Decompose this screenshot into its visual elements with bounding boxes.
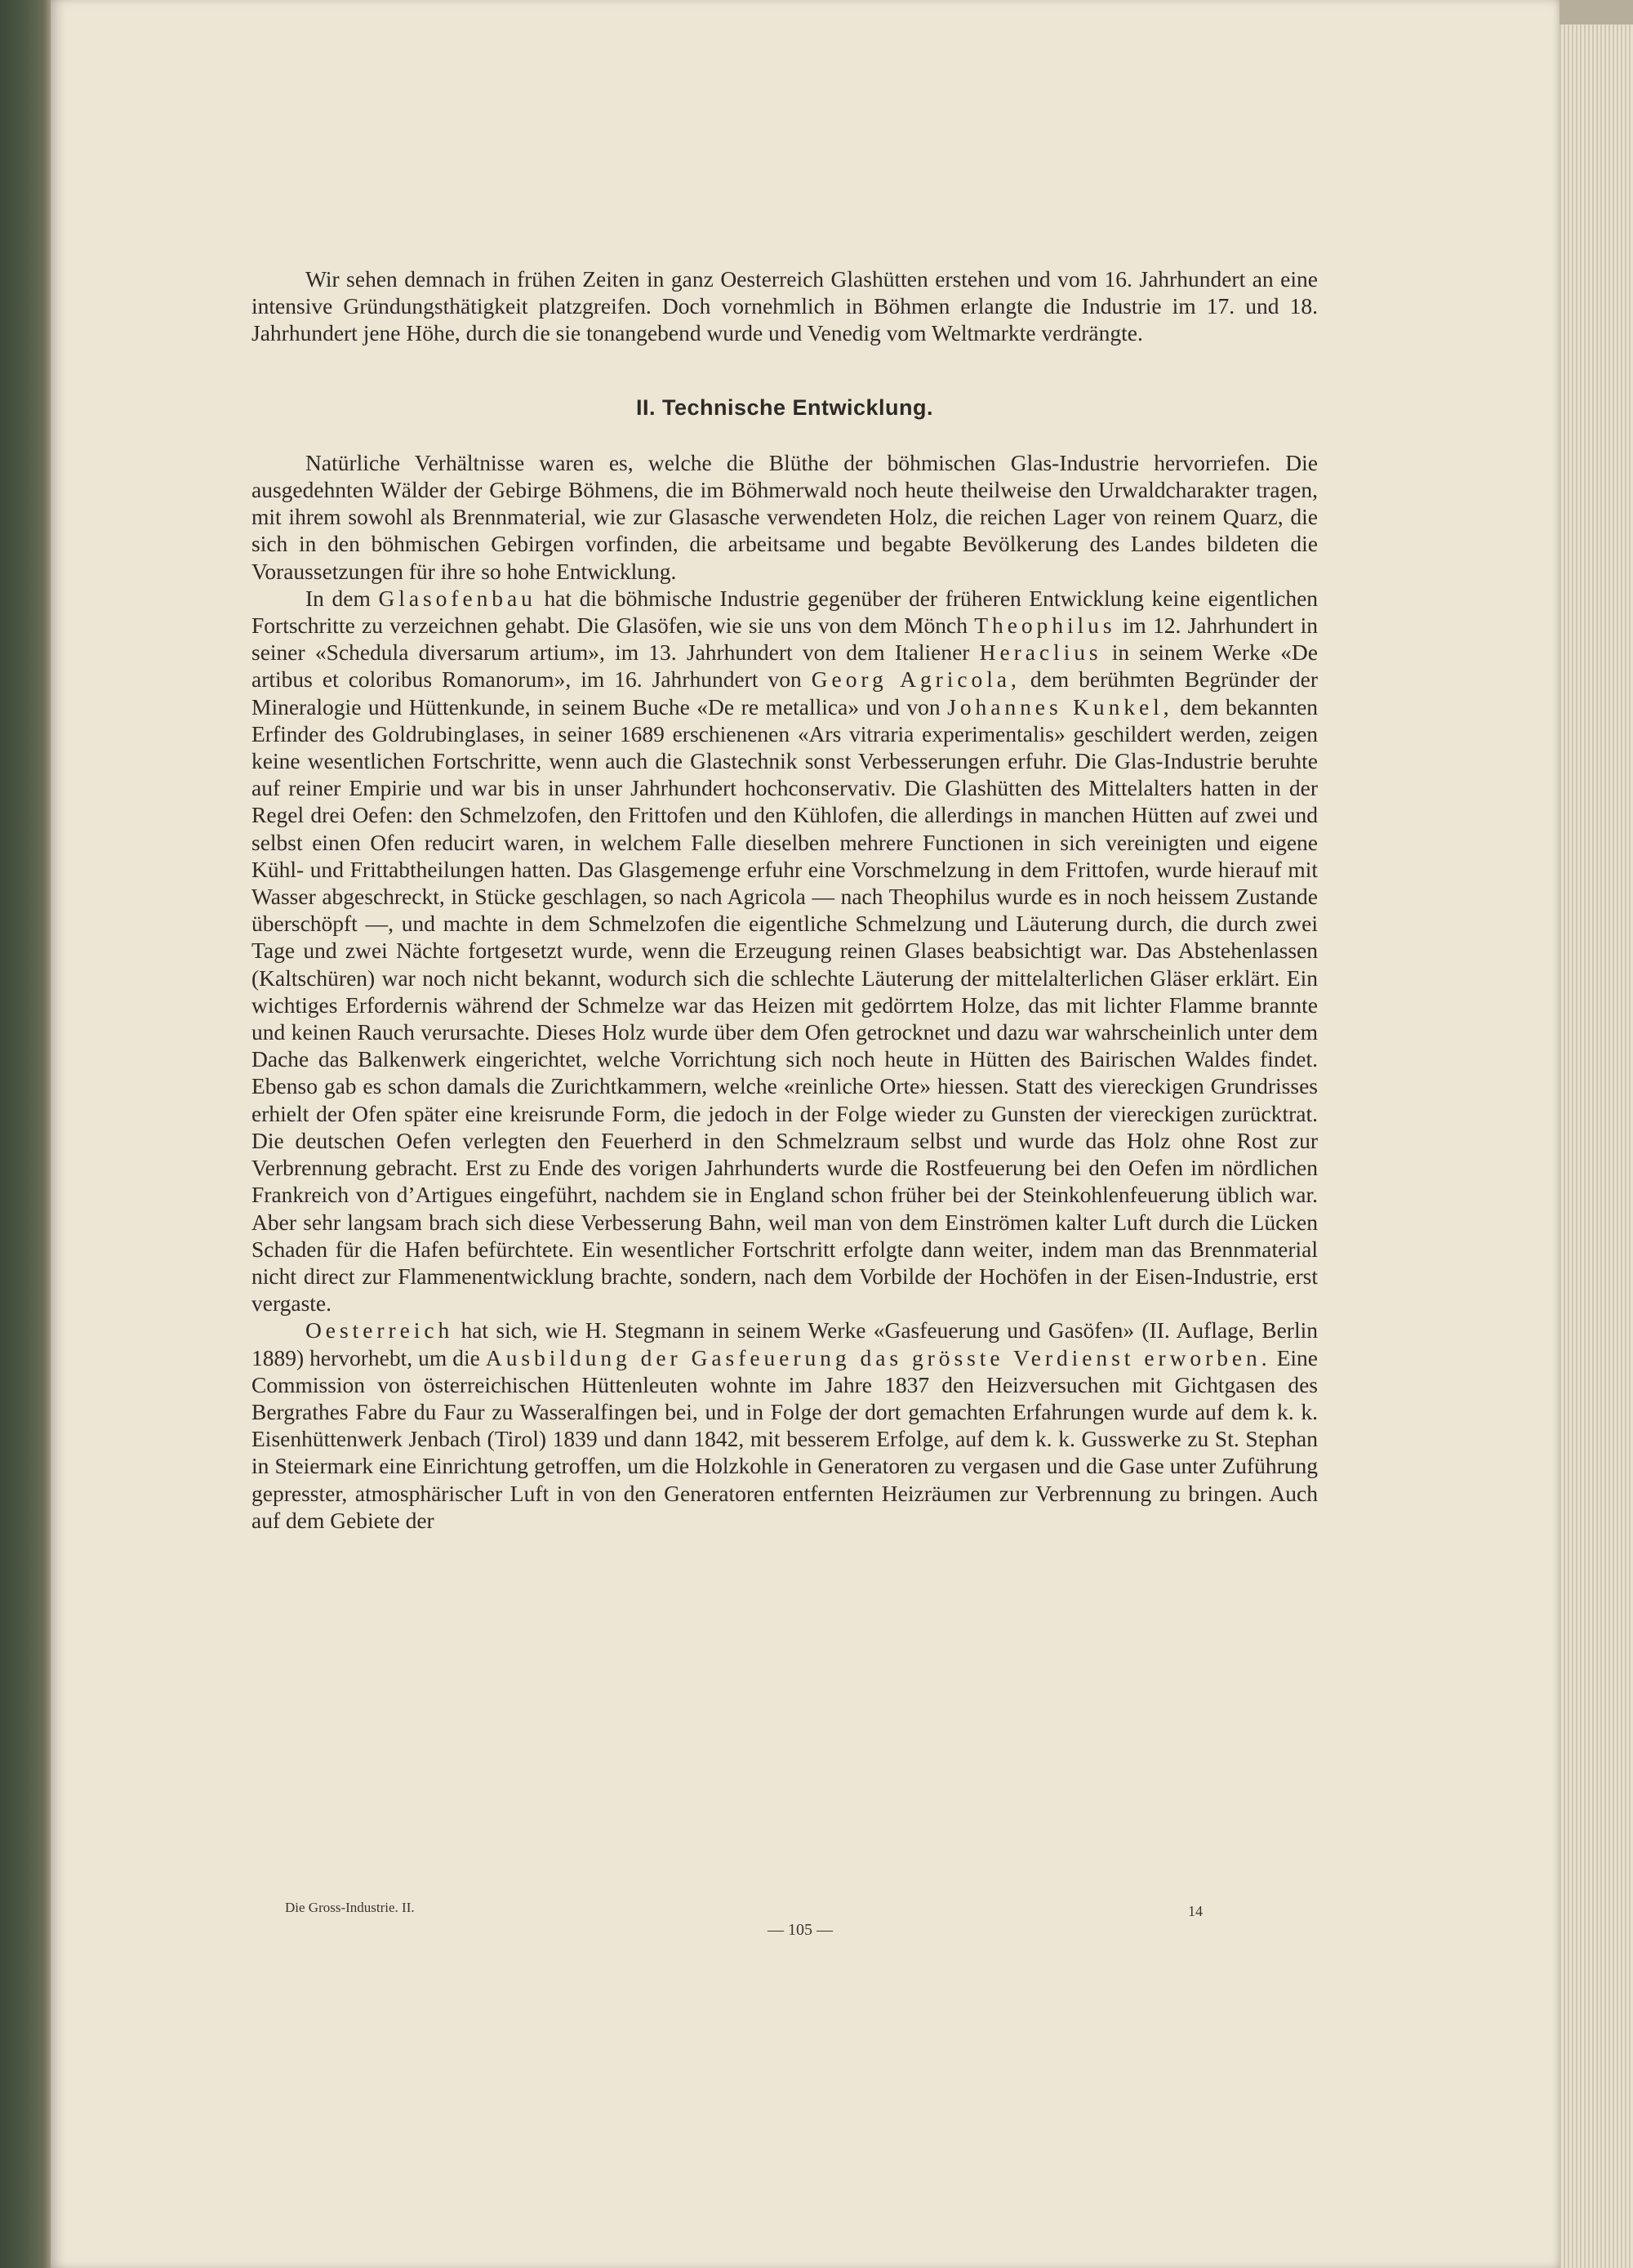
section-heading: II. Technische Entwicklung. [635,394,934,420]
page-number: — 105 — [768,1921,833,1939]
paragraph-intro: Wir sehen demnach in frühen Zeiten in ganz Oesterreich Glashütten erstehen und vom 16. Jahrhundert an eine intensive Gründungsthätigkeit platzgreifen. Doch vornehmlich in Böhmen erlangte die Industrie im 17. und 18. Jahrhundert jene Höhe, durch die sie tonangebend wurde und Venedig vom Weltmarkte verdrängte. [251,266,1318,346]
paragraph-furnace-construction: In dem Glasofenbau hat die böhmische Industrie gegenüber der früheren Entwicklung keine eigentlichen Fortschritte zu verzeichnen gehabt. Die Glasöfen, wie sie uns von dem Mönch Theophilus im 12. Jahrhundert in seiner «Schedula diversarum artium», im 13. Jahrhundert von dem Italiener Heraclius in seinem Werke «De artibus et coloribus Romanorum», im 16. Jahrhundert von Georg Agricola, dem berühmten Begründer der Mineralogie und Hüttenkunde, in seinem Buche «De re metallica» und von Johannes Kunkel, dem bekannten Erfinder des Goldrubinglases, in seiner 1689 erschienenen «Ars vitraria experimentalis» geschildert werden, zeigen keine wesentlichen Fortschritte, wenn auch die Glastechnik sonst Verbesserungen erfuhr. Die Glas-Industrie beruhte auf reiner Empirie und war bis in unser Jahrhundert hochconservativ. Die Glashütten des Mittelalters hatten in der Regel drei Oefen: den Schmelzofen, den Frittofen und den Kühlofen, die allerdings in manchen Hütten auf zwei und selbst einen Ofen reducirt waren, in welchem Falle dieselben mehrere Functionen in sich vereinigten und eigene Kühl- und Frittabtheilungen hatten. Das Glasgemenge erfuhr eine Vorschmelzung in dem Frittofen, wurde hierauf mit Wasser abgeschreckt, in Stücke geschlagen, so nach Agricola — nach Theophilus wurde es in noch heissem Zustande überschöpft —, und machte in dem Schmelzofen die eigentliche Schmelzung und Läuterung durch, die durch zwei Tage und zwei Nächte fortgesetzt wurde, wenn die Erzeugung reinen Glases beabsichtigt war. Das Abstehenlassen (Kaltschüren) war noch nicht bekannt, wodurch sich die schlechte Läuterung der mittelalterlichen Gläser erklärt. Ein wichtiges Erfordernis während der Schmelze war das Heizen mit gedörrtem Holze, das mit lichter Flamme brannte und keinen Rauch verursachte. Dieses Holz wurde über dem Ofen getrocknet und dazu war wahrscheinlich unter dem Dache das Balkenwerk eingerichtet, welche Vorrichtung sich noch heute in Hütten des Bairischen Waldes findet. Ebenso gab es schon damals die Zurichtkammern, welche «reinliche Orte» hiessen. Statt des viereckigen Grundrisses erhielt der Ofen später eine kreisrunde Form, die jedoch in der Folge wieder zu Gunsten der viereckigen zurücktrat. Die deutschen Oefen verlegten den Feuerherd in den Schmelzraum selbst und wurde das Holz ohne Rost zur Verbrennung gebracht. Erst zu Ende des vorigen Jahrhunderts wurde die Rostfeuerung bei den Oefen im nördlichen Frankreich von d’Artigues eingeführt, nachdem sie in England schon früher bei der Steinkohlenfeuerung üblich war. Aber sehr langsam brach sich diese Verbesserung Bahn, weil man von dem Einströmen kalter Luft durch die Lücken Schaden für die Hafen befürchtete. Ein wesentlicher Fortschritt erfolgte dann weiter, indem man das Brennmaterial nicht direct zur Flammenentwicklung brachte, sondern, nach dem Vorbilde der Hochöfen in der Eisen-Industrie, erst vergaste. [251,585,1319,1317]
footer-signature: Die Gross-Industrie. II. [285,1900,415,1915]
paragraph-gas-firing: Oesterreich hat sich, wie H. Stegmann in seinem Werke «Gasfeuerung und Gasöfen» (II. Auflage, Berlin 1889) hervorhebt, um die Ausbildung der Gasfeuerung das grösste Verdienst erworben. Eine Commission von österreichischen Hüttenleuten wohnte im Jahre 1837 den Heizversuchen mit Gichtgasen des Bergrathes Fabre du Faur zu Wasseralfingen bei, und in Folge der dort gemachten Erfahrungen wurde auf dem k. k. Eisenhüttenwerk Jenbach (Tirol) 1839 und dann 1842, mit besserem Erfolge, auf dem k. k. Gusswerke zu St. Stephan in Steiermark eine Einrichtung getroffen, um die Holzkohle in Generatoren zu vergasen und die Gase unter Zuführung gepresster, atmosphärischer Luft in von den Generatoren entfernten Heizräumen zur Verbrennung zu bringen. Auch auf dem Gebiete der [251,1317,1318,1533]
paragraph-natural-conditions: Natürliche Verhältnisse waren es, welche die Blüthe der böhmischen Glas-Industrie hervorriefen. Die ausgedehnten Wälder der Gebirge Böhmens, die im Böhmerwald noch heute theilweise den Urwaldcharakter tragen, mit ihrem sowohl als Brennmaterial, wie zur Glasasche verwendeten Holz, die reichen Lager von reinem Quarz, die sich in den böhmischen Gebirgen vorfinden, die arbeitsame und begabte Bevölkerung des Landes bildeten die Voraussetzungen für ihre so hohe Entwicklung. [251,449,1318,584]
body-text [251,265,1318,1534]
book-page [51,0,1560,2268]
page-edges [1555,25,1633,2268]
footer-sheet-number: 14 [1188,1903,1203,1919]
book-binding [0,0,51,2268]
